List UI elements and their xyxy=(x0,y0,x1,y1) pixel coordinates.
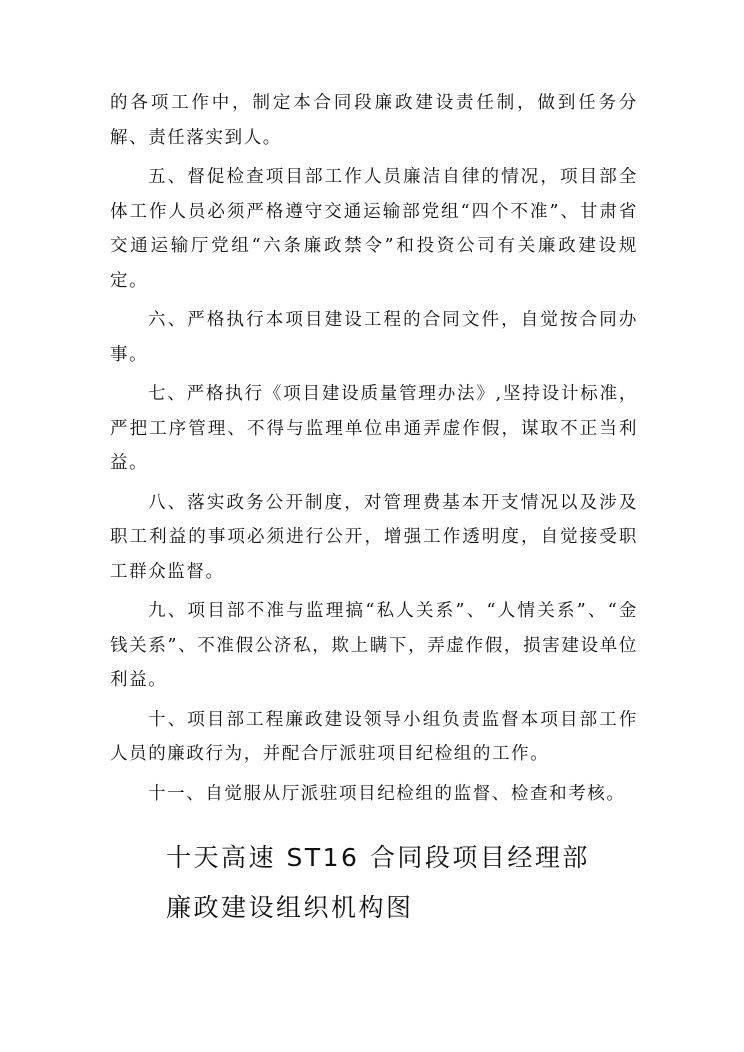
paragraph-item-8: 八、落实政务公开制度，对管理费基本开支情况以及涉及职工利益的事项必须进行公开，增强工作透明度，自觉接受职工群众监督。 xyxy=(110,492,638,582)
paragraph-item-7: 七、严格执行《项目建设质量管理办法》,坚持设计标准，严把工序管理、不得与监理单位串通弄虚作假，谋取不正当利益。 xyxy=(110,384,638,473)
heading-org-chart-title: 廉政建设组织机构图 xyxy=(166,893,414,922)
paragraph-item-11: 十一、自觉服从厅派驻项目纪检组的监督、检查和考核。 xyxy=(148,783,626,804)
heading-project-department: 十天高速 ST16 合同段项目经理部 xyxy=(166,843,590,872)
paragraph-item-10: 十、项目部工程廉政建设领导小组负责监督本项目部工作人员的廉政行为，并配合厅派驻项目纪检组的工作。 xyxy=(110,709,638,764)
paragraph-continuation: 的各项工作中，制定本合同段廉政建设责任制，做到任务分解、责任落实到人。 xyxy=(110,93,638,148)
paragraph-item-9: 九、项目部不准与监理搞“私人关系”、“人情关系”、“金钱关系”、不准假公济私，欺上瞒下，弄虚作假，损害建设单位利益。 xyxy=(110,601,638,690)
paragraph-item-5: 五、督促检查项目部工作人员廉洁自律的情况，项目部全体工作人员必须严格遵守交通运输部党组“四个不准”、甘肃省交通运输厅党组“六条廉政禁令”和投资公司有关廉政建设规定。 xyxy=(110,167,638,291)
body-text xyxy=(110,86,638,816)
paragraph-item-6: 六、严格执行本项目建设工程的合同文件，自觉按合同办事。 xyxy=(110,310,638,365)
